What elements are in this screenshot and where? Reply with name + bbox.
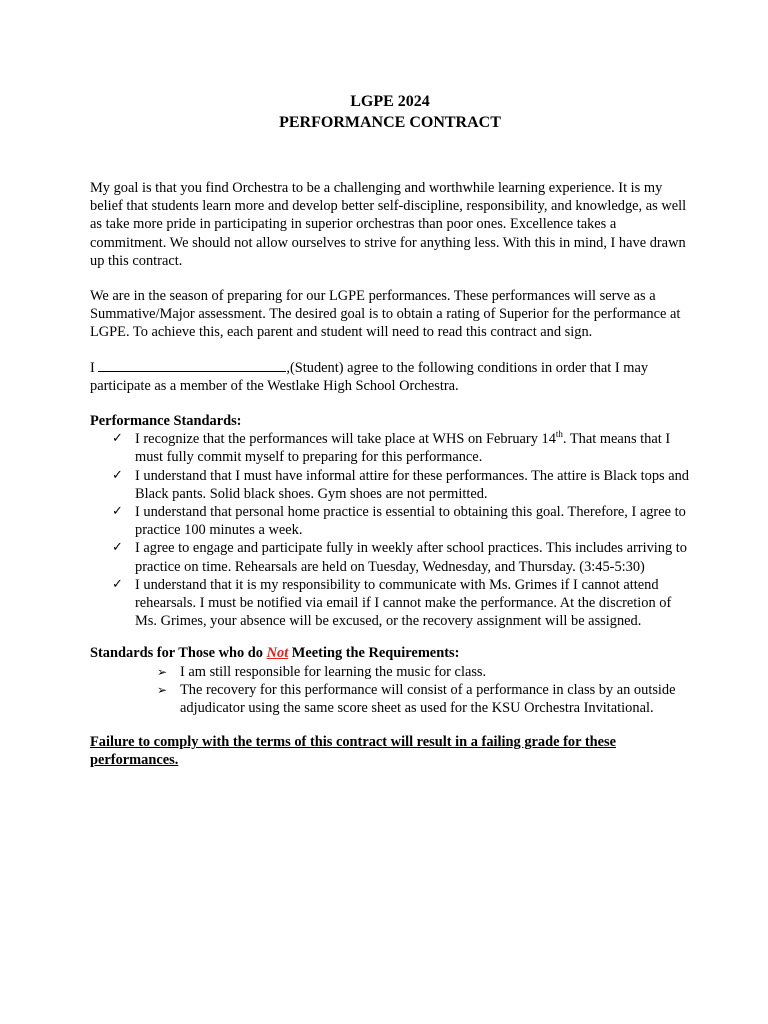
checkmark-icon: ✓ xyxy=(112,504,123,520)
ordinal-suffix: th xyxy=(555,429,563,440)
document-title: LGPE 2024 xyxy=(350,93,430,110)
not-meeting-item-1-text: I am still responsible for learning the music for class. xyxy=(180,663,487,680)
list-item xyxy=(90,576,690,631)
agreement-statement xyxy=(90,359,690,395)
not-meeting-item-2-text: The recovery for this performance will consist of a performance in class by an outside adjudicator using the same score sheet as used for the KSU Orchestra Invitational. xyxy=(180,681,676,717)
standard-item-1-text: I recognize that the performances will take place at WHS on February 14 xyxy=(135,431,556,448)
checkmark-icon: ✓ xyxy=(112,431,123,447)
standard-item-4-text: I agree to engage and participate fully in weekly after school practices. This includes arriving to practice on time. Rehearsals are held on Tuesday, Wednesday, and Thursday. (3:45-5:30) xyxy=(135,540,687,575)
performance-standards-heading: Performance Standards: xyxy=(90,413,242,430)
checkmark-icon: ✓ xyxy=(112,467,123,483)
not-emphasis: Not xyxy=(266,645,289,662)
contract-page xyxy=(90,91,690,770)
performance-standards-list xyxy=(90,430,690,630)
student-name-blank[interactable] xyxy=(98,359,286,372)
checkmark-icon: ✓ xyxy=(112,576,123,592)
list-item xyxy=(90,467,690,503)
failure-warning: Failure to comply with the terms of this contract will result in a failing grade for these performances. xyxy=(90,734,616,769)
list-item xyxy=(90,663,690,681)
agreement-suffix: ,(Student) agree to the following conditions in order that I may participate as a member of the Westlake High School Orchestra. xyxy=(90,359,649,394)
title-block xyxy=(90,91,690,133)
standard-item-2-text: I understand that I must have informal attire for these performances. The attire is Black tops and Black pants. Solid black shoes. Gym shoes are not permitted. xyxy=(135,467,689,502)
standard-item-5-text: I understand that it is my responsibility to communicate with Ms. Grimes if I cannot attend rehearsals. I must be notified via email if I cannot make the performance. At the discretion of Ms. Grimes, your absence will be excused, or the recovery assignment will be assigned. xyxy=(135,576,672,630)
standard-item-1-tail: . That means that I must fully commit myself to preparing for this performance. xyxy=(135,431,671,466)
checkmark-icon: ✓ xyxy=(112,540,123,556)
intro-paragraph-2: We are in the season of preparing for our LGPE performances. These performances will serve as a Summative/Major assessment. The desired goal is to obtain a rating of Superior for the performance at LGPE. To achieve this, each parent and student will need to read this contract and sign. xyxy=(90,288,681,341)
not-meeting-list xyxy=(90,663,690,718)
not-meeting-heading-end: Meeting the Requirements: xyxy=(288,645,460,662)
intro-paragraph-1: My goal is that you find Orchestra to be a challenging and worthwhile learning experience. It is my belief that students learn more and develop better self-discipline, responsibility, and knowledge, as well as take more pride in participating in superior orchestras than poor ones. Excellence takes a commitment. We should not allow ourselves to strive for anything less. With this in mind, I have drawn up this contract. xyxy=(90,180,687,269)
list-item xyxy=(90,503,690,539)
document-subtitle: PERFORMANCE CONTRACT xyxy=(279,114,501,131)
list-item xyxy=(90,681,690,717)
standard-item-3-text: I understand that personal home practice is essential to obtaining this goal. Therefore, I agree to practice 100 minutes a week. xyxy=(135,504,686,539)
agreement-prefix: I xyxy=(90,359,99,376)
arrow-bullet-icon: ➢ xyxy=(157,682,168,697)
list-item xyxy=(90,430,690,466)
not-meeting-heading xyxy=(90,644,690,662)
arrow-bullet-icon: ➢ xyxy=(157,664,168,679)
list-item xyxy=(90,539,690,575)
not-meeting-heading-start: Standards for Those who do xyxy=(90,645,267,662)
